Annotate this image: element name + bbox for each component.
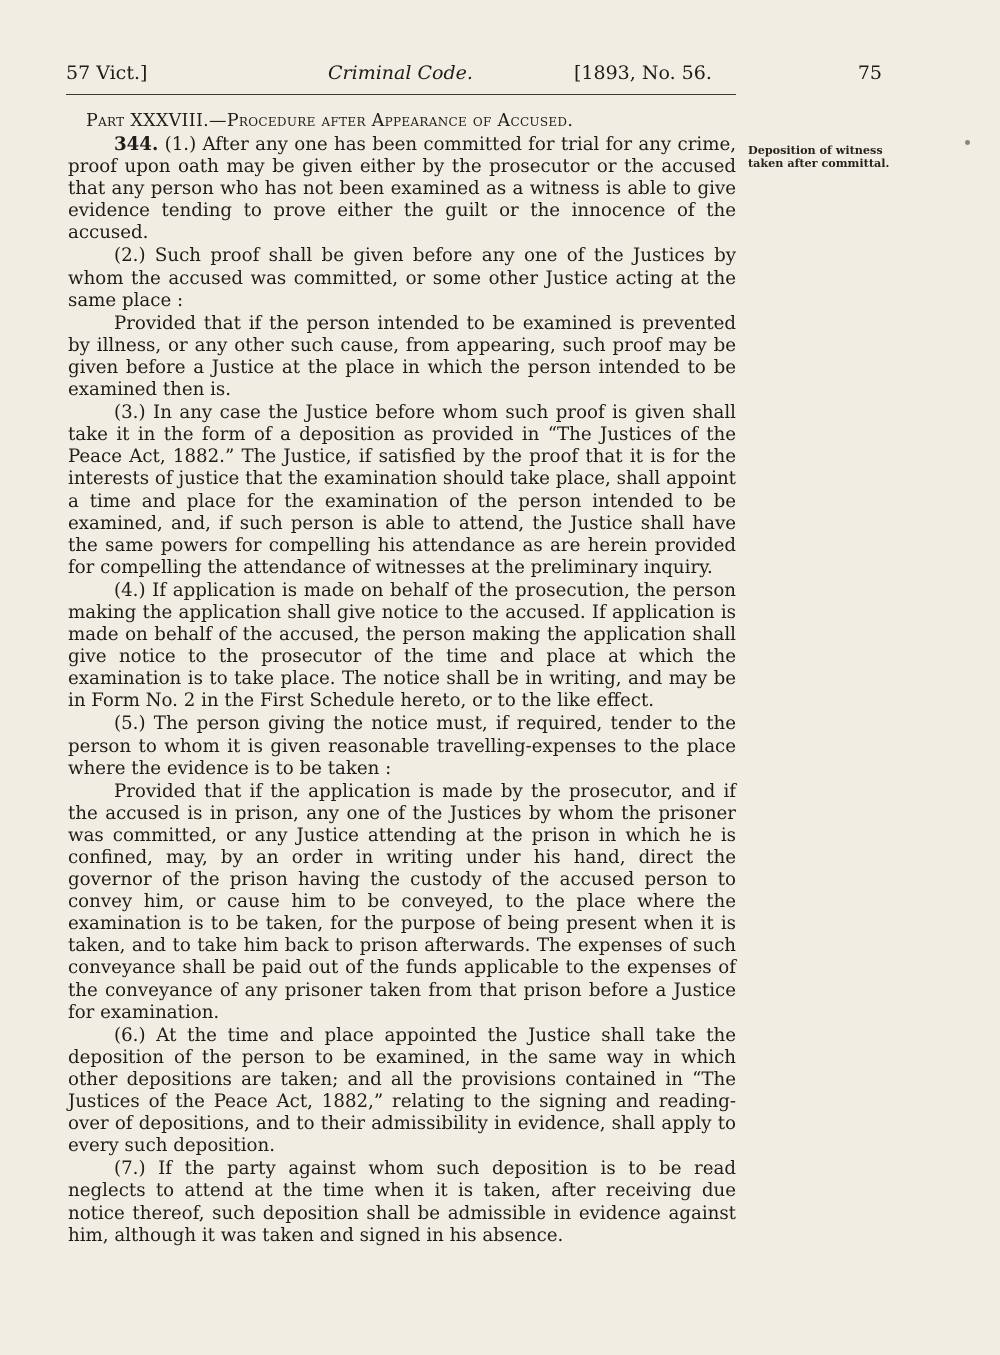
page-number: 75: [857, 62, 882, 84]
running-head-title: Criminal Code.: [328, 62, 473, 84]
section-paragraph-4: (4.) If application is made on behalf of the prosecution, the person making the application shall give notice to the accused. If application is made on behalf of the accused, the person making the application shall give notice to the prosecutor of the time and place at which the examination is to take place. The notice shall be in writing, and may be in Form No. 2 in the First Schedule hereto, or to the like effect.: [68, 579, 736, 712]
section-proviso-2: Provided that if the application is made by the prosecutor, and if the accused is in prison, any one of the Justices by whom the prisoner was committed, or any Justice attending at the prison in which he is confined, may, by an order in writing under his hand, direct the governor of the prison having the custody of the accused person to convey him, or cause him to be conveyed, to the place where the examination is to be taken, for the purpose of being present when it is taken, and to take him back to prison afterwards. The expenses of such conveyance shall be paid out of the funds applicable to the expenses of the conveyance of any prisoner taken from that prison before a Justice for examination.: [68, 780, 736, 1023]
section-paragraph-2: (2.) Such proof shall be given before any one of the Justices by whom the accused was committed, or some other Justice acting at the same place :: [68, 245, 736, 311]
marginal-note: Deposition of witness taken after committal.: [748, 143, 890, 170]
section-number: 344.: [114, 134, 159, 155]
section-paragraph-7: (7.) If the party against whom such deposition is to be read neglects to attend at the time when it is taken, after receiving due notice thereof, such deposition shall be admissible in evidence against him, although it was taken and signed in his absence.: [68, 1158, 736, 1246]
header-rule: [66, 94, 736, 95]
paper-speck-mark: [965, 140, 970, 145]
part-heading: [86, 111, 746, 131]
section-paragraph-6: (6.) At the time and place appointed the Justice shall take the deposition of the person to be examined, in the same way in which other depositions are taken; and all the provisions contained in “The Justices of the Peace Act, 1882,” relating to the signing and reading-over of depositions, and to their admissibility in evidence, shall apply to every such deposition.: [68, 1024, 736, 1157]
section-paragraph-1: [68, 134, 736, 244]
section-proviso-1: Provided that if the person intended to be examined is prevented by illness, or any other such cause, from appearing, such proof may be given before a Justice at the place in which the person intended to be examined then is.: [68, 312, 736, 401]
section-paragraph-3: (3.) In any case the Justice before whom such proof is given shall take it in the form of a deposition as provided in “The Justices of the Peace Act, 1882.” The Justice, if satisfied by the proof that it is for the interests of justice that the examination should take place, shall appoint a time and place for the examination of the person intended to be examined, and, if such person is able to attend, the Justice shall have the same powers for compelling his attendance as are herein provided for compelling the attendance of witnesses at the preliminary inquiry.: [68, 402, 736, 578]
part-title: —Procedure after Appearance of Accused.: [209, 111, 574, 131]
paragraph-text: (1.) After any one has been committed for trial for any crime, proof upon oath may be given either by the prosecutor or the accused that any person who has not been examined as a witness is able to give evidence tending to prove either the guilt or the innocence of the accused.: [68, 134, 736, 244]
running-head: [66, 62, 882, 92]
running-head-regnal-year: 57 Vict.]: [66, 62, 148, 84]
part-label: Part XXXVIII.: [86, 111, 210, 131]
section-paragraph-5: (5.) The person giving the notice must, if required, tender to the person to whom it is given reasonable travelling-expenses to the place where the evidence is to be taken :: [68, 713, 736, 779]
section-body: [68, 134, 736, 1247]
running-head-act-reference: [1893, No. 56.: [574, 62, 712, 84]
